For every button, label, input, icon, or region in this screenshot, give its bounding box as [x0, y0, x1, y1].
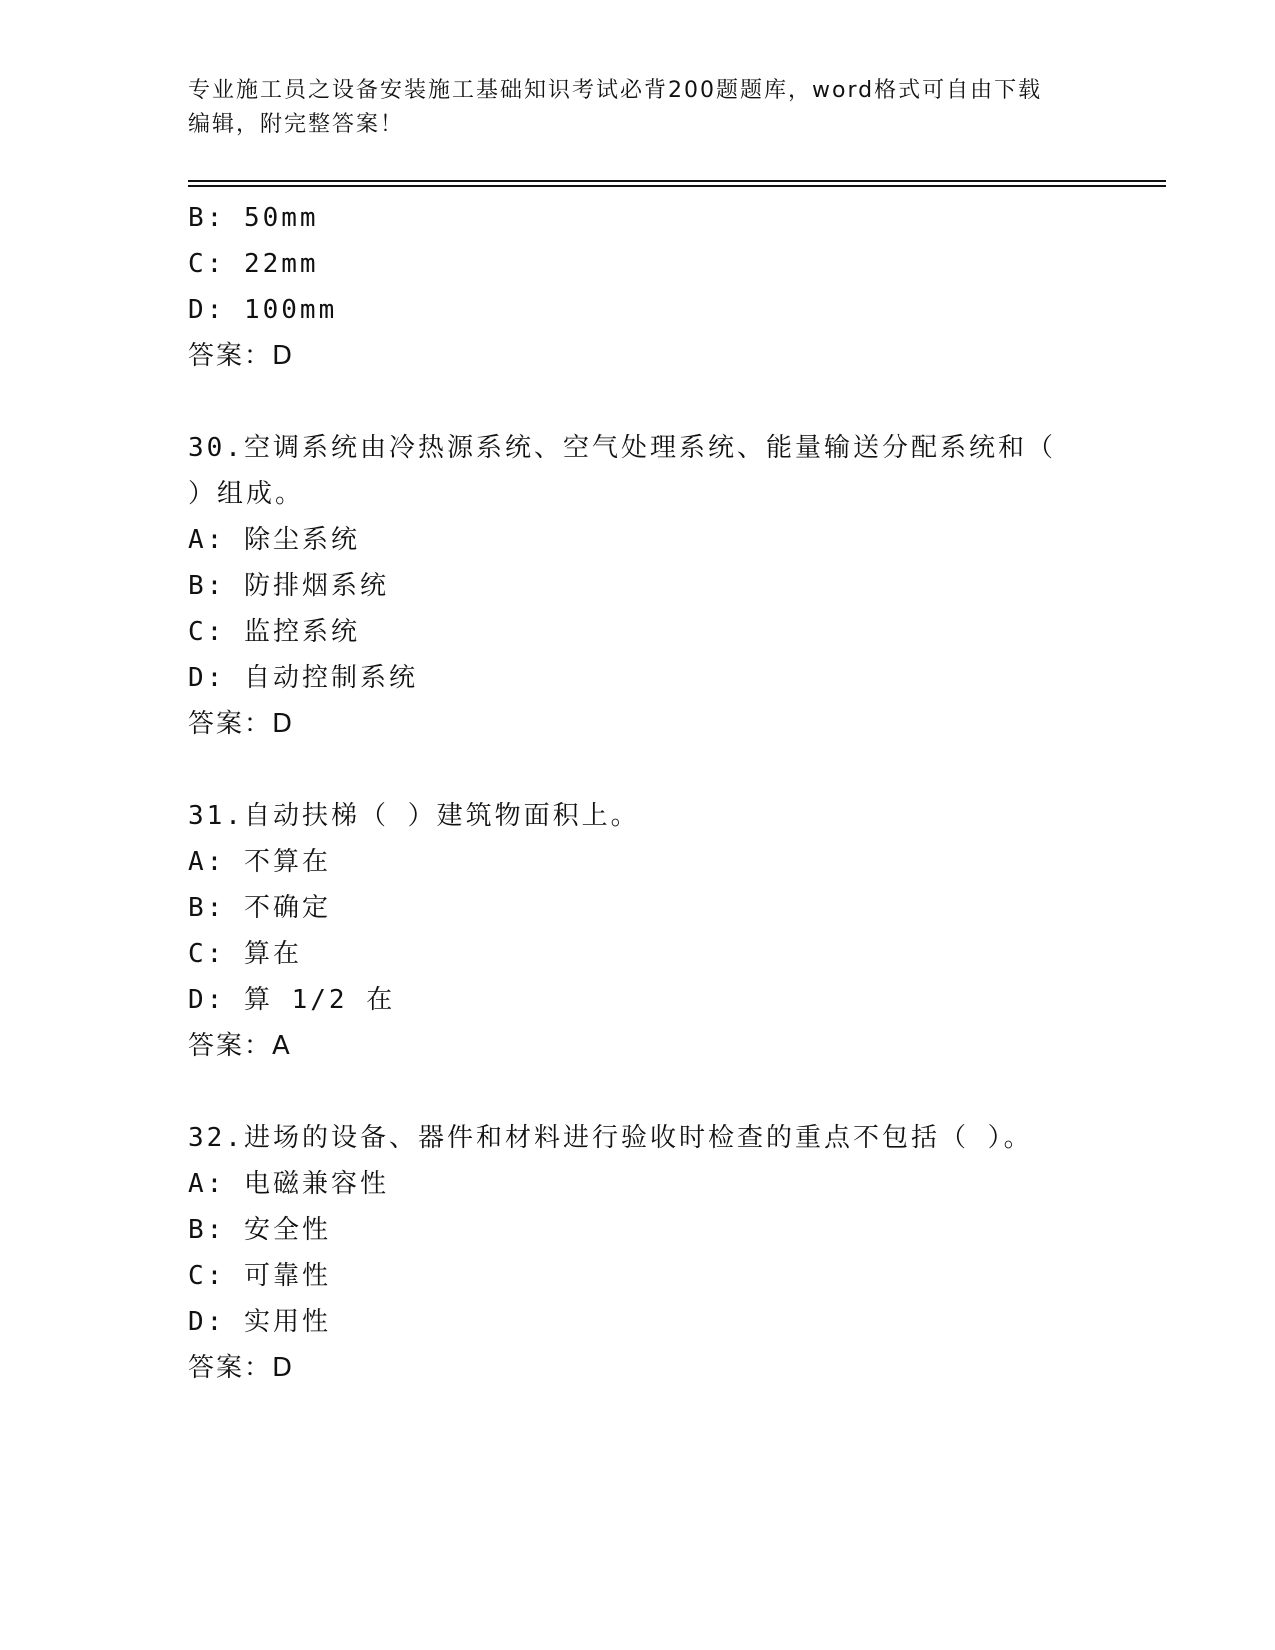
- option-b: B: 50mm: [188, 203, 319, 233]
- option-d: D: 自动控制系统: [188, 663, 418, 693]
- option-c: C: 算在: [188, 939, 302, 969]
- option-d: D: 100mm: [188, 295, 338, 325]
- answer: 答案：D: [188, 341, 295, 371]
- question-stem: 32.进场的设备、器件和材料进行验收时检查的重点不包括（ ）。: [188, 1123, 1033, 1153]
- answer: 答案：D: [188, 709, 295, 739]
- option-c: C: 22mm: [188, 249, 319, 279]
- question-30: [188, 425, 1088, 747]
- spacer: [188, 1069, 1088, 1115]
- header-rule-top: [188, 180, 1166, 182]
- question-list: [188, 195, 1088, 1391]
- question-stem: 31.自动扶梯（ ）建筑物面积上。: [188, 801, 640, 831]
- answer: 答案：D: [188, 1353, 295, 1383]
- header-line-1: 专业施工员之设备安装施工基础知识考试必背200题题库，word格式可自由下载: [188, 78, 1043, 103]
- question-stem-continued: ）组成。: [188, 479, 305, 509]
- option-a: A: 电磁兼容性: [188, 1169, 389, 1199]
- document-header: [188, 74, 1088, 142]
- question-stem: 30.空调系统由冷热源系统、空气处理系统、能量输送分配系统和（: [188, 433, 1056, 463]
- spacer: [188, 379, 1088, 425]
- option-d: D: 算 1/2 在: [188, 985, 396, 1015]
- option-b: B: 防排烟系统: [188, 571, 389, 601]
- option-c: C: 监控系统: [188, 617, 360, 647]
- question-31: [188, 793, 1088, 1069]
- header-line-2: 编辑，附完整答案！: [188, 112, 405, 137]
- option-a: A: 除尘系统: [188, 525, 360, 555]
- option-a: A: 不算在: [188, 847, 331, 877]
- option-d: D: 实用性: [188, 1307, 331, 1337]
- question-32: [188, 1115, 1088, 1391]
- spacer: [188, 747, 1088, 793]
- option-b: B: 不确定: [188, 893, 331, 923]
- answer: 答案：A: [188, 1031, 292, 1061]
- question-29: [188, 195, 1088, 379]
- option-c: C: 可靠性: [188, 1261, 331, 1291]
- option-b: B: 安全性: [188, 1215, 331, 1245]
- header-rule-bottom: [188, 185, 1166, 187]
